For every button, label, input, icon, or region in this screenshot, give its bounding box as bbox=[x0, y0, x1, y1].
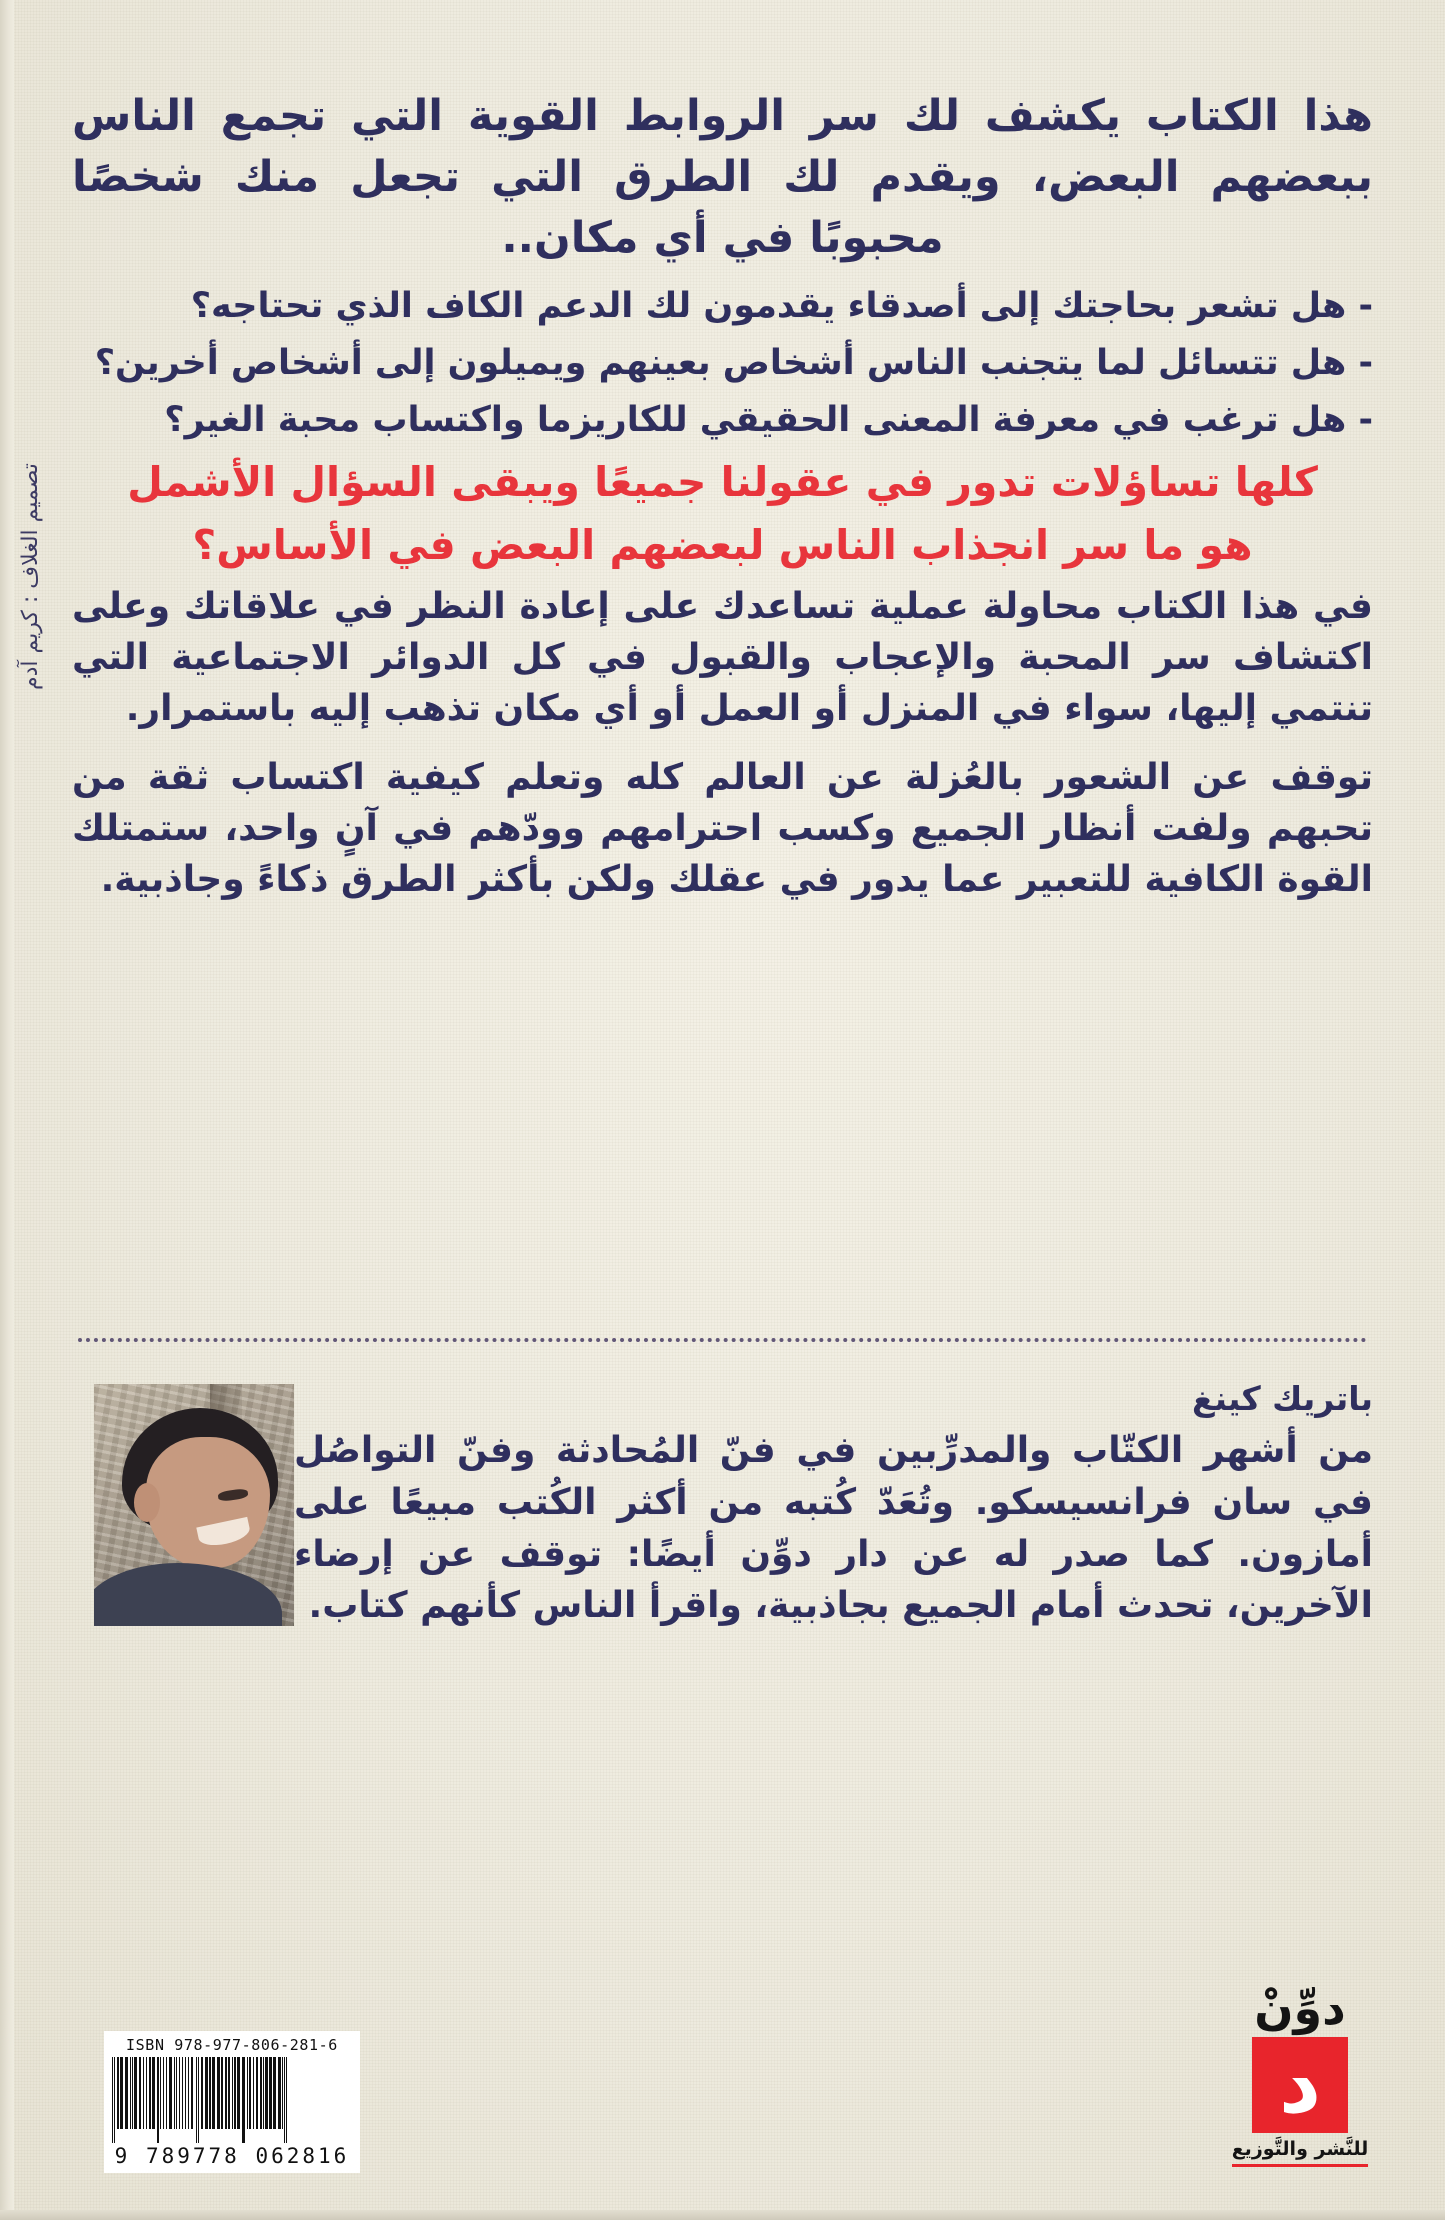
portrait-face bbox=[146, 1437, 270, 1568]
blurb-content bbox=[72, 86, 1373, 923]
publisher-mark-glyph: د bbox=[1278, 2037, 1322, 2132]
publisher-name: دوِّنْ bbox=[1254, 1981, 1346, 2035]
body-paragraph-2: توقف عن الشعور بالعُزلة عن العالم كله وتعلم كيفية اكتساب ثقة من تحبهم ولفت أنظار الجميع وكسب احترامهم وودّهم في آنٍ واحد، ستمتلك القوة الكافية للتعبير عما يدور في عقلك ولكن بأكثر الطرق ذكاءً وجاذبية. bbox=[72, 756, 1373, 901]
author-section bbox=[72, 1378, 1373, 1634]
publisher-logo bbox=[1212, 1981, 1388, 2167]
blurb-question-2: - هل تتسائل لما يتجنب الناس أشخاص بعينهم ويميلون إلى أشخاص أخرين؟ bbox=[94, 343, 1373, 384]
dotted-divider bbox=[78, 1338, 1367, 1342]
highlight-line-1: كلها تساؤلات تدور في عقولنا جميعًا ويبقى السؤال الأشمل bbox=[127, 457, 1318, 506]
blurb-question-1: - هل تشعر بحاجتك إلى أصدقاء يقدمون لك الدعم الكاف الذي تحتاجه؟ bbox=[190, 286, 1373, 327]
cover-design-credit: تصميم الغلاف : كريم آدم bbox=[18, 463, 43, 690]
isbn-label: ISBN 978-977-806-281-6 bbox=[126, 2036, 338, 2054]
barcode-digits: 9 789778 062816 bbox=[114, 2144, 350, 2168]
publisher-tagline: للنَّشر والتَّوزيع bbox=[1232, 2138, 1369, 2167]
lead-paragraph: هذا الكتاب يكشف لك سر الروابط القوية التي تجمع الناس ببعضهم البعض، ويقدم لك الطرق التي تجعل منك شخصًا محبوبًا في أي مكان.. bbox=[72, 91, 1373, 264]
portrait-ear bbox=[134, 1483, 160, 1522]
publisher-mark-icon bbox=[1252, 2037, 1348, 2133]
author-photo bbox=[94, 1384, 294, 1626]
author-bio: من أشهر الكتّاب والمدرِّبين في فنّ المُحادثة وفنّ التواصُل في سان فرانسيسكو. وتُعَدّ كُتبه من أكثر الكُتب مبيعًا على أمازون. كما صدر له عن دار دوِّن أيضًا: توقف عن إرضاء الآخرين، تحدث أمام الجميع بجاذبية، واقرأ الناس كأنهم كتاب. bbox=[294, 1429, 1373, 1627]
page-bottom-edge bbox=[0, 2210, 1445, 2220]
barcode-block bbox=[104, 2031, 360, 2173]
author-name: باتريك كينغ bbox=[1192, 1379, 1373, 1418]
blurb-question-3: - هل ترغب في معرفة المعنى الحقيقي للكاريزما واكتساب محبة الغير؟ bbox=[164, 399, 1373, 440]
body-paragraph-1: في هذا الكتاب محاولة عملية تساعدك على إعادة النظر في علاقاتك وعلى اكتشاف سر المحبة والإعجاب والقبول في كل الدوائر الاجتماعية التي تنتمي إليها، سواء في المنزل أو العمل أو أي مكان تذهب إليه باستمرار. bbox=[72, 585, 1373, 729]
highlight-line-2: هو ما سر انجذاب الناس لبعضهم البعض في الأساس؟ bbox=[192, 521, 1253, 570]
barcode-bars-icon bbox=[110, 2057, 354, 2143]
page-left-edge bbox=[0, 0, 14, 2220]
